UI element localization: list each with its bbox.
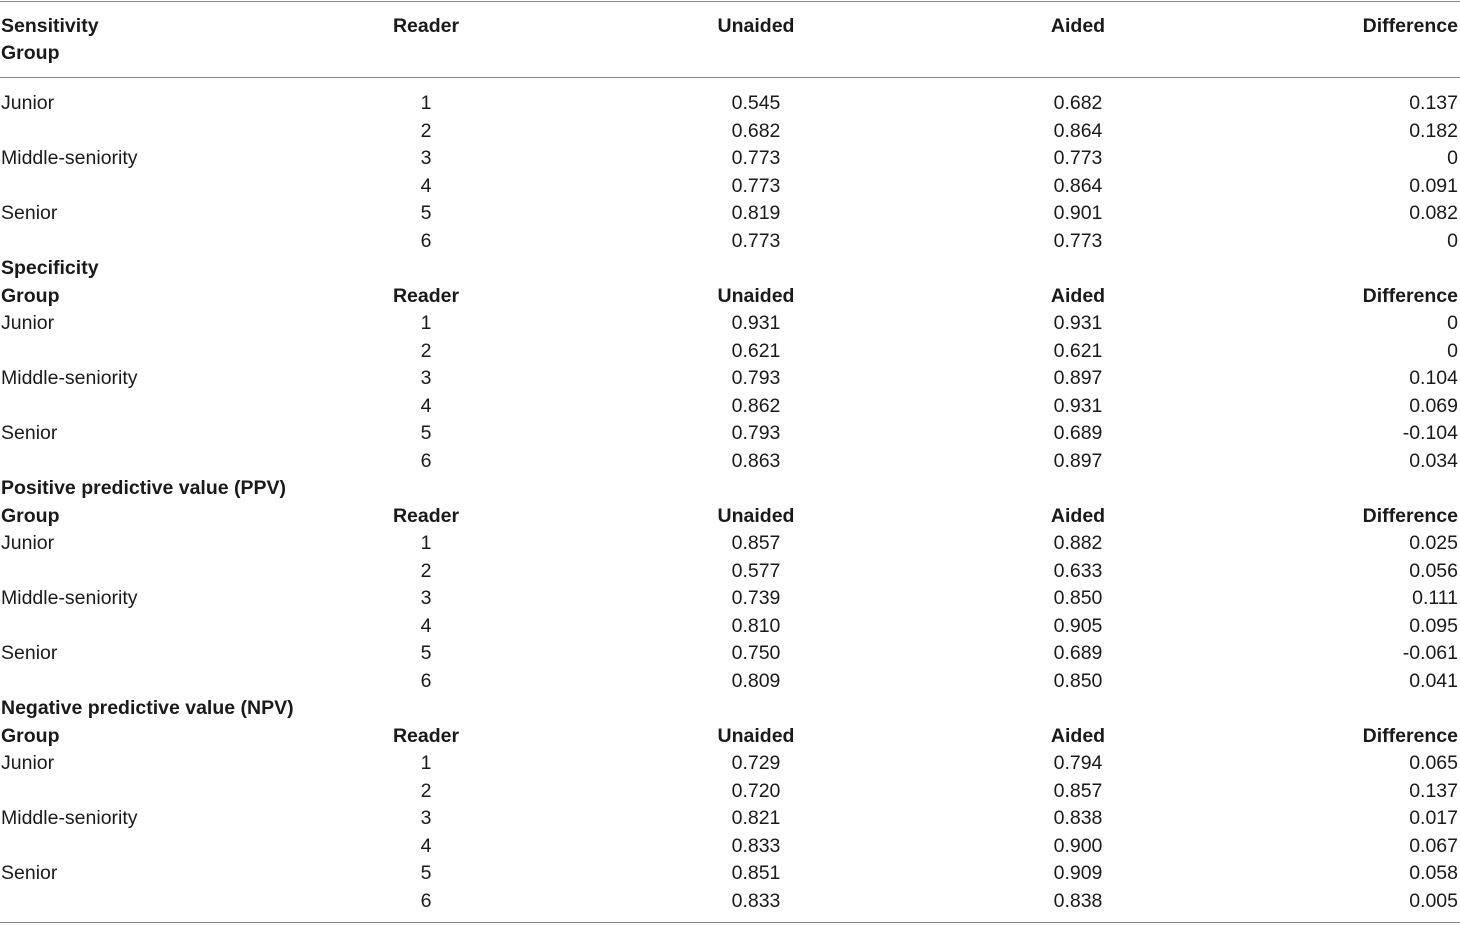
table-row [0,833,1460,860]
aided-cell: 0.882 [1053,532,1103,554]
aided-cell: 0.931 [1053,394,1103,417]
table-row [0,338,1460,365]
aided-cell: 0.838 [1053,807,1103,829]
subheader-group: Group [1,724,60,747]
unaided-cell: 0.862 [731,394,781,417]
group-cell: Senior [1,862,58,884]
section-subheader-row [0,503,1460,530]
table-row [0,585,1460,612]
difference-cell: -0.061 [1402,642,1458,664]
unaided-cell: 0.863 [731,449,781,472]
table-row [0,145,1460,172]
unaided-cell: 0.577 [731,559,781,582]
unaided-cell: 0.931 [731,312,781,334]
difference-cell: 0.025 [1409,532,1458,554]
subheader-difference: Difference [1362,504,1458,527]
unaided-cell: 0.729 [731,752,781,774]
table-row [0,310,1460,337]
reader-cell: 4 [420,394,432,417]
unaided-cell: 0.720 [731,779,781,802]
group-cell: Senior [1,422,58,444]
header-unaided: Unaided [717,15,795,37]
reader-cell: 1 [420,752,432,774]
subheader-aided: Aided [1050,504,1106,527]
table-row [0,90,1460,117]
difference-cell: -0.104 [1402,422,1458,444]
group-cell: Middle-seniority [1,807,138,829]
unaided-cell: 0.819 [731,202,781,224]
reader-cell: 6 [420,449,432,472]
reader-cell: 2 [420,339,432,362]
group-cell: Junior [1,92,55,114]
difference-cell: 0.104 [1409,367,1458,389]
difference-cell: 0.058 [1409,862,1458,884]
group-cell: Senior [1,642,58,664]
unaided-cell: 0.545 [731,92,781,114]
table-bottom-rule [0,922,1460,923]
subheader-reader: Reader [392,724,460,747]
reader-cell: 1 [420,312,432,334]
subheader-unaided: Unaided [717,284,795,307]
table-row [0,860,1460,887]
aided-cell: 0.633 [1053,559,1103,582]
aided-cell: 0.682 [1053,92,1103,114]
difference-cell: 0.067 [1409,834,1458,857]
unaided-cell: 0.773 [731,229,781,252]
aided-cell: 0.689 [1053,422,1103,444]
difference-cell: 0 [1447,147,1458,169]
difference-cell: 0.034 [1409,449,1458,472]
unaided-cell: 0.857 [731,532,781,554]
unaided-cell: 0.793 [731,367,781,389]
table-header-row-2 [0,40,1460,67]
difference-cell: 0.056 [1409,559,1458,582]
reader-cell: 2 [420,779,432,802]
subheader-group: Group [1,504,60,527]
difference-cell: 0 [1447,229,1458,252]
difference-cell: 0.091 [1409,174,1458,197]
table-row [0,668,1460,695]
group-cell: Middle-seniority [1,367,138,389]
aided-cell: 0.773 [1053,229,1103,252]
unaided-cell: 0.810 [731,614,781,637]
aided-cell: 0.931 [1053,312,1103,334]
group-cell: Middle-seniority [1,587,138,609]
header-section-title: Sensitivity [1,15,99,37]
unaided-cell: 0.833 [731,889,781,912]
table-row [0,558,1460,585]
reader-cell: 5 [420,422,432,444]
section-title-specificity: Specificity [1,257,99,279]
subheader-aided: Aided [1050,284,1106,307]
group-cell: Junior [1,532,55,554]
reader-cell: 6 [420,669,432,692]
unaided-cell: 0.682 [731,119,781,142]
table-row [0,448,1460,475]
table-row [0,530,1460,557]
subheader-reader: Reader [392,504,460,527]
header-reader: Reader [392,15,460,37]
aided-cell: 0.857 [1053,779,1103,802]
header-difference: Difference [1362,15,1458,37]
difference-cell: 0.005 [1409,889,1458,912]
subheader-unaided: Unaided [717,504,795,527]
aided-cell: 0.773 [1053,147,1103,169]
table-row [0,393,1460,420]
reader-cell: 4 [420,834,432,857]
reader-cell: 3 [420,147,432,169]
reader-cell: 3 [420,367,432,389]
reader-cell: 6 [420,229,432,252]
reader-cell: 1 [420,532,432,554]
aided-cell: 0.909 [1053,862,1103,884]
group-cell: Middle-seniority [1,147,138,169]
table-row [0,613,1460,640]
aided-cell: 0.621 [1053,339,1103,362]
header-aided: Aided [1050,15,1106,37]
subheader-group: Group [1,284,60,307]
subheader-reader: Reader [392,284,460,307]
difference-cell: 0.182 [1409,119,1458,142]
aided-cell: 0.850 [1053,587,1103,609]
group-cell: Junior [1,312,55,334]
difference-cell: 0.041 [1409,669,1458,692]
reader-cell: 4 [420,174,432,197]
section-subheader-row [0,723,1460,750]
reader-cell: 3 [420,807,432,829]
reader-cell: 5 [420,642,432,664]
difference-cell: 0.137 [1409,92,1458,114]
unaided-cell: 0.773 [731,174,781,197]
header-group: Group [1,42,60,64]
section-title-row [0,695,1460,722]
unaided-cell: 0.809 [731,669,781,692]
reader-cell: 5 [420,862,432,884]
section-title-npv: Negative predictive value (NPV) [1,697,294,719]
group-cell: Senior [1,202,58,224]
table-top-rule [0,1,1460,2]
table-row [0,200,1460,227]
subheader-unaided: Unaided [717,724,795,747]
aided-cell: 0.864 [1053,119,1103,142]
aided-cell: 0.901 [1053,202,1103,224]
section-title-row [0,255,1460,282]
unaided-cell: 0.750 [731,642,781,664]
table-row [0,365,1460,392]
aided-cell: 0.897 [1053,449,1103,472]
unaided-cell: 0.773 [731,147,781,169]
table-row [0,228,1460,255]
table-row [0,778,1460,805]
reader-cell: 5 [420,202,432,224]
difference-cell: 0 [1447,312,1458,334]
aided-cell: 0.794 [1053,752,1103,774]
table-row [0,420,1460,447]
unaided-cell: 0.621 [731,339,781,362]
difference-cell: 0.069 [1409,394,1458,417]
unaided-cell: 0.739 [731,587,781,609]
difference-cell: 0.111 [1412,587,1458,609]
section-title-ppv: Positive predictive value (PPV) [1,477,287,499]
table-row [0,640,1460,667]
table-header-rule [0,77,1460,78]
aided-cell: 0.864 [1053,174,1103,197]
aided-cell: 0.905 [1053,614,1103,637]
table-row [0,750,1460,777]
aided-cell: 0.900 [1053,834,1103,857]
reader-cell: 3 [420,587,432,609]
section-title-row [0,475,1460,502]
subheader-difference: Difference [1362,284,1458,307]
unaided-cell: 0.793 [731,422,781,444]
difference-cell: 0 [1447,339,1458,362]
reader-cell: 6 [420,889,432,912]
table-row [0,805,1460,832]
aided-cell: 0.838 [1053,889,1103,912]
unaided-cell: 0.821 [731,807,781,829]
unaided-cell: 0.851 [731,862,781,884]
reader-cell: 1 [420,92,432,114]
aided-cell: 0.689 [1053,642,1103,664]
table-row [0,173,1460,200]
reader-cell: 2 [420,559,432,582]
subheader-difference: Difference [1362,724,1458,747]
group-cell: Junior [1,752,55,774]
difference-cell: 0.095 [1409,614,1458,637]
unaided-cell: 0.833 [731,834,781,857]
difference-cell: 0.137 [1409,779,1458,802]
table-header-row [0,13,1460,40]
table-row [0,118,1460,145]
subheader-aided: Aided [1050,724,1106,747]
difference-cell: 0.065 [1409,752,1458,774]
reader-cell: 4 [420,614,432,637]
reader-cell: 2 [420,119,432,142]
difference-cell: 0.017 [1409,807,1458,829]
aided-cell: 0.850 [1053,669,1103,692]
difference-cell: 0.082 [1409,202,1458,224]
table-row [0,888,1460,915]
aided-cell: 0.897 [1053,367,1103,389]
section-subheader-row [0,283,1460,310]
